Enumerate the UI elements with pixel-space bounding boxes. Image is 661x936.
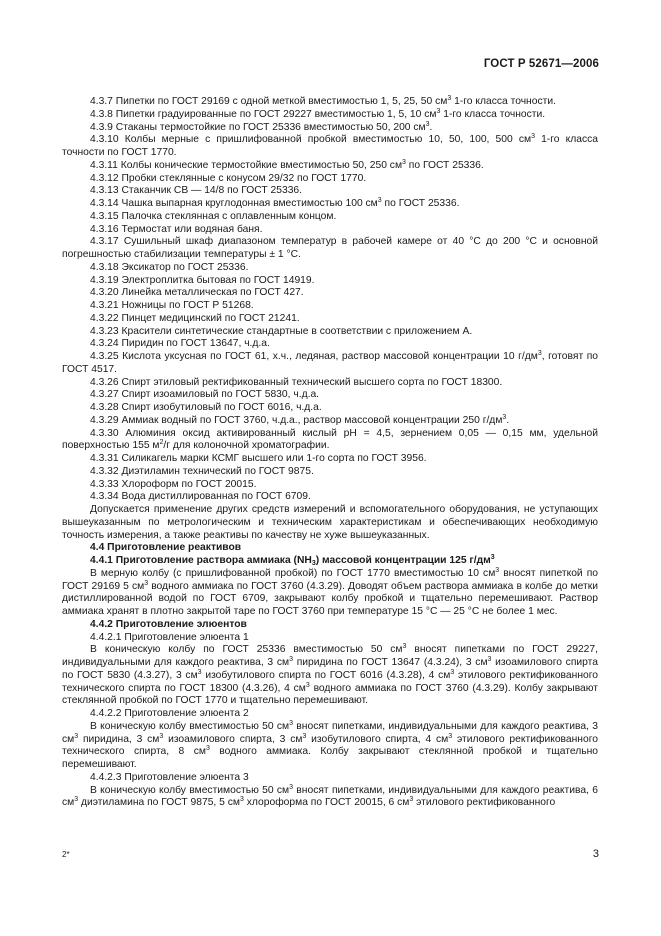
list-item: Допускается применение других средств измерений и вспомогательного оборудования, не уступающих вышеуказанным по метрологическим и техническим характеристикам и обеспечивающих необходимую точность измерения, а также реактивы по качеству не хуже вышеуказанных.	[62, 504, 598, 541]
list-item: 4.3.11 Колбы конические термостойкие вместимостью 50, 250 $см^3$ по ГОСТ 25336.	[90, 158, 484, 171]
paragraph-4-4-1: В мерную колбу (с пришлифованной пробкой) по ГОСТ 1770 вместимостью 10 $см^3$ вносят пипеткой по ГОСТ 29169 5 $см^3$ водного аммиака по ГОСТ 3760 (4.3.29). Доводят объем раствора аммиака в колбе до метки дистиллированной водой по ГОСТ 6709, закрывают колбу пробкой и тщательно перемешивают. Раствор аммиака хранят в плотно закрытой таре по ГОСТ 3760 при температуре 15 °С — 25 °С не более 1 мес.	[62, 566, 599, 617]
subsubsection-heading-4-4-2-2: 4.4.2.2 Приготовление элюента 2	[90, 708, 249, 719]
list-item: 4.3.22 Пинцет медицинский по ГОСТ 21241.	[90, 312, 300, 324]
list-item: 4.3.25 Кислота уксусная по ГОСТ 61, х.ч., ледяная, раствор массовой концентрации 10 $г/дм^3$, готовят по ГОСТ 4517.	[62, 350, 598, 375]
list-item: 4.3.23 Красители синтетические стандартные в соответствии с приложением А.	[90, 325, 473, 337]
paragraph-4-4-2-1: В коническую колбу по ГОСТ 25336 вместимостью 50 $см^3$ вносят пипетками по ГОСТ 29227, индивидуальными для каждого реактива, 3 $см^3$ пиридина по ГОСТ 13647 (4.3.24), 3 $см^3$ изоамилового спирта по ГОСТ 5830 (4.3.27), 3 $см^3$ изобутилового спирта по ГОСТ 6016 (4.3.28), 4 $см^3$ этилового ректификованного технического спирта по ГОСТ 18300 (4.3.26), 4 $см^3$ водного аммиака по ГОСТ 3760 (4.3.29). Колбу закрывают стеклянной пробкой по ГОСТ 1770 и тщательно перемешивают.	[62, 643, 598, 707]
list-item: 4.3.15 Палочка стеклянная с оплавленным концом.	[90, 210, 337, 222]
equipment-list	[62, 96, 598, 542]
list-item: 4.3.30 Алюминия оксид активированный кислый pH = 4,5, зернением 0,05 — 0,15 мм, удельной поверхностью 155 $м^2/г$ для колоночной хроматографии.	[62, 427, 598, 452]
subsubsection-heading-4-4-2-1: 4.4.2.1 Приготовление элюента 1	[90, 631, 249, 643]
list-item: 4.3.19 Электроплитка бытовая по ГОСТ 14919.	[90, 274, 315, 286]
list-item: 4.3.18 Эксикатор по ГОСТ 25336.	[90, 261, 249, 273]
list-item: 4.3.29 Аммиак водный по ГОСТ 3760, ч.д.а., раствор массовой концентрации 250 $г/дм^3$.	[90, 413, 510, 426]
subsection-heading-4-4-2: 4.4.2 Приготовление элюентов	[90, 618, 247, 630]
list-item: 4.3.20 Линейка металлическая по ГОСТ 427.	[90, 287, 304, 299]
list-item: 4.3.27 Спирт изоамиловый по ГОСТ 5830, ч.д.а.	[90, 389, 320, 401]
list-item: 4.3.21 Ножницы по ГОСТ Р 51268.	[90, 300, 254, 311]
subsection-heading-4-4-1: 4.4.1 Приготовление раствора аммиака $(NH_3)$ массовой концентрации 125 $г/дм^3$	[90, 554, 495, 567]
list-item: 4.3.32 Диэтиламин технический по ГОСТ 9875.	[90, 465, 314, 477]
paragraph-4-4-2-2: В коническую колбу вместимостью 50 $см^3$ вносят пипетками, индивидуальными для каждого реактива, 3 $см^3$ пиридина, 3 $см^3$ изоамилового спирта, 3 $см^3$ изобутилового спирта, 4 $см^3$ этилового ректификованного технического спирта, 8 $см^3$ водного аммиака. Колбу закрывают стеклянной пробкой и тщательно перемешивают.	[62, 719, 598, 770]
list-item: 4.3.26 Спирт этиловый ректификованный технический высшего сорта по ГОСТ 18300.	[90, 376, 503, 388]
list-item: 4.3.24 Пиридин по ГОСТ 13647, ч.д.а.	[90, 338, 270, 350]
paragraph-4-4-2-3: В коническую колбу вместимостью 50 $см^3$ вносят пипетками, индивидуальными для каждого реактива, 6 $см^3$ диэтиламина по ГОСТ 9875, 5 $см^3$ хлороформа по ГОСТ 20015, 6 $см^3$ этилового ректификованного	[62, 783, 598, 809]
list-item: 4.3.10 Колбы мерные с пришлифованной пробкой вместимостью 10, 50, 100, 500 $см^3$ 1-го класса точности по ГОСТ 1770.	[62, 133, 598, 158]
list-item: 4.3.13 Стаканчик СВ — 14/8 по ГОСТ 25336.	[90, 185, 303, 197]
page-number: 3	[592, 848, 599, 860]
section-heading-4-4: 4.4 Приготовление реактивов	[90, 542, 242, 554]
list-item: 4.3.34 Вода дистиллированная по ГОСТ 6709.	[90, 491, 311, 503]
document-id: ГОСТ Р 52671—2006	[483, 58, 599, 70]
list-item: 4.3.16 Термостат или водяная баня.	[90, 223, 263, 235]
list-item: 4.3.31 Силикагель марки КСМГ высшего или 1-го сорта по ГОСТ 3956.	[90, 453, 427, 464]
list-item: 4.3.17 Сушильный шкаф диапазоном температур в рабочей камере от 40 °С до 200 °С и основной погрешностью стабилизации температуры ± 1 °С.	[62, 236, 598, 260]
document-body	[62, 96, 598, 810]
sheet-mark: 2*	[62, 850, 70, 859]
list-item: 4.3.12 Пробки стеклянные с конусом 29/32 по ГОСТ 1770.	[90, 172, 367, 184]
list-item: 4.3.9 Стаканы термостойкие по ГОСТ 25336 вместимостью 50, 200 $см^3$.	[90, 120, 433, 133]
list-item: 4.3.7 Пипетки по ГОСТ 29169 с одной меткой вместимостью 1, 5, 25, 50 $см^3$ 1-го класса точности.	[90, 95, 556, 107]
subsubsection-heading-4-4-2-3: 4.4.2.3 Приготовление элюента 3	[90, 771, 249, 783]
list-item: 4.3.33 Хлороформ по ГОСТ 20015.	[90, 478, 257, 490]
list-item: 4.3.28 Спирт изобутиловый по ГОСТ 6016, ч.д.а.	[90, 402, 322, 413]
list-item: 4.3.8 Пипетки градуированные по ГОСТ 29227 вместимостью 1, 5, 10 $см^3$ 1-го класса точности.	[90, 107, 546, 120]
list-item: 4.3.14 Чашка выпарная круглодонная вместимостью 100 $см^3$ по ГОСТ 25336.	[90, 197, 460, 209]
